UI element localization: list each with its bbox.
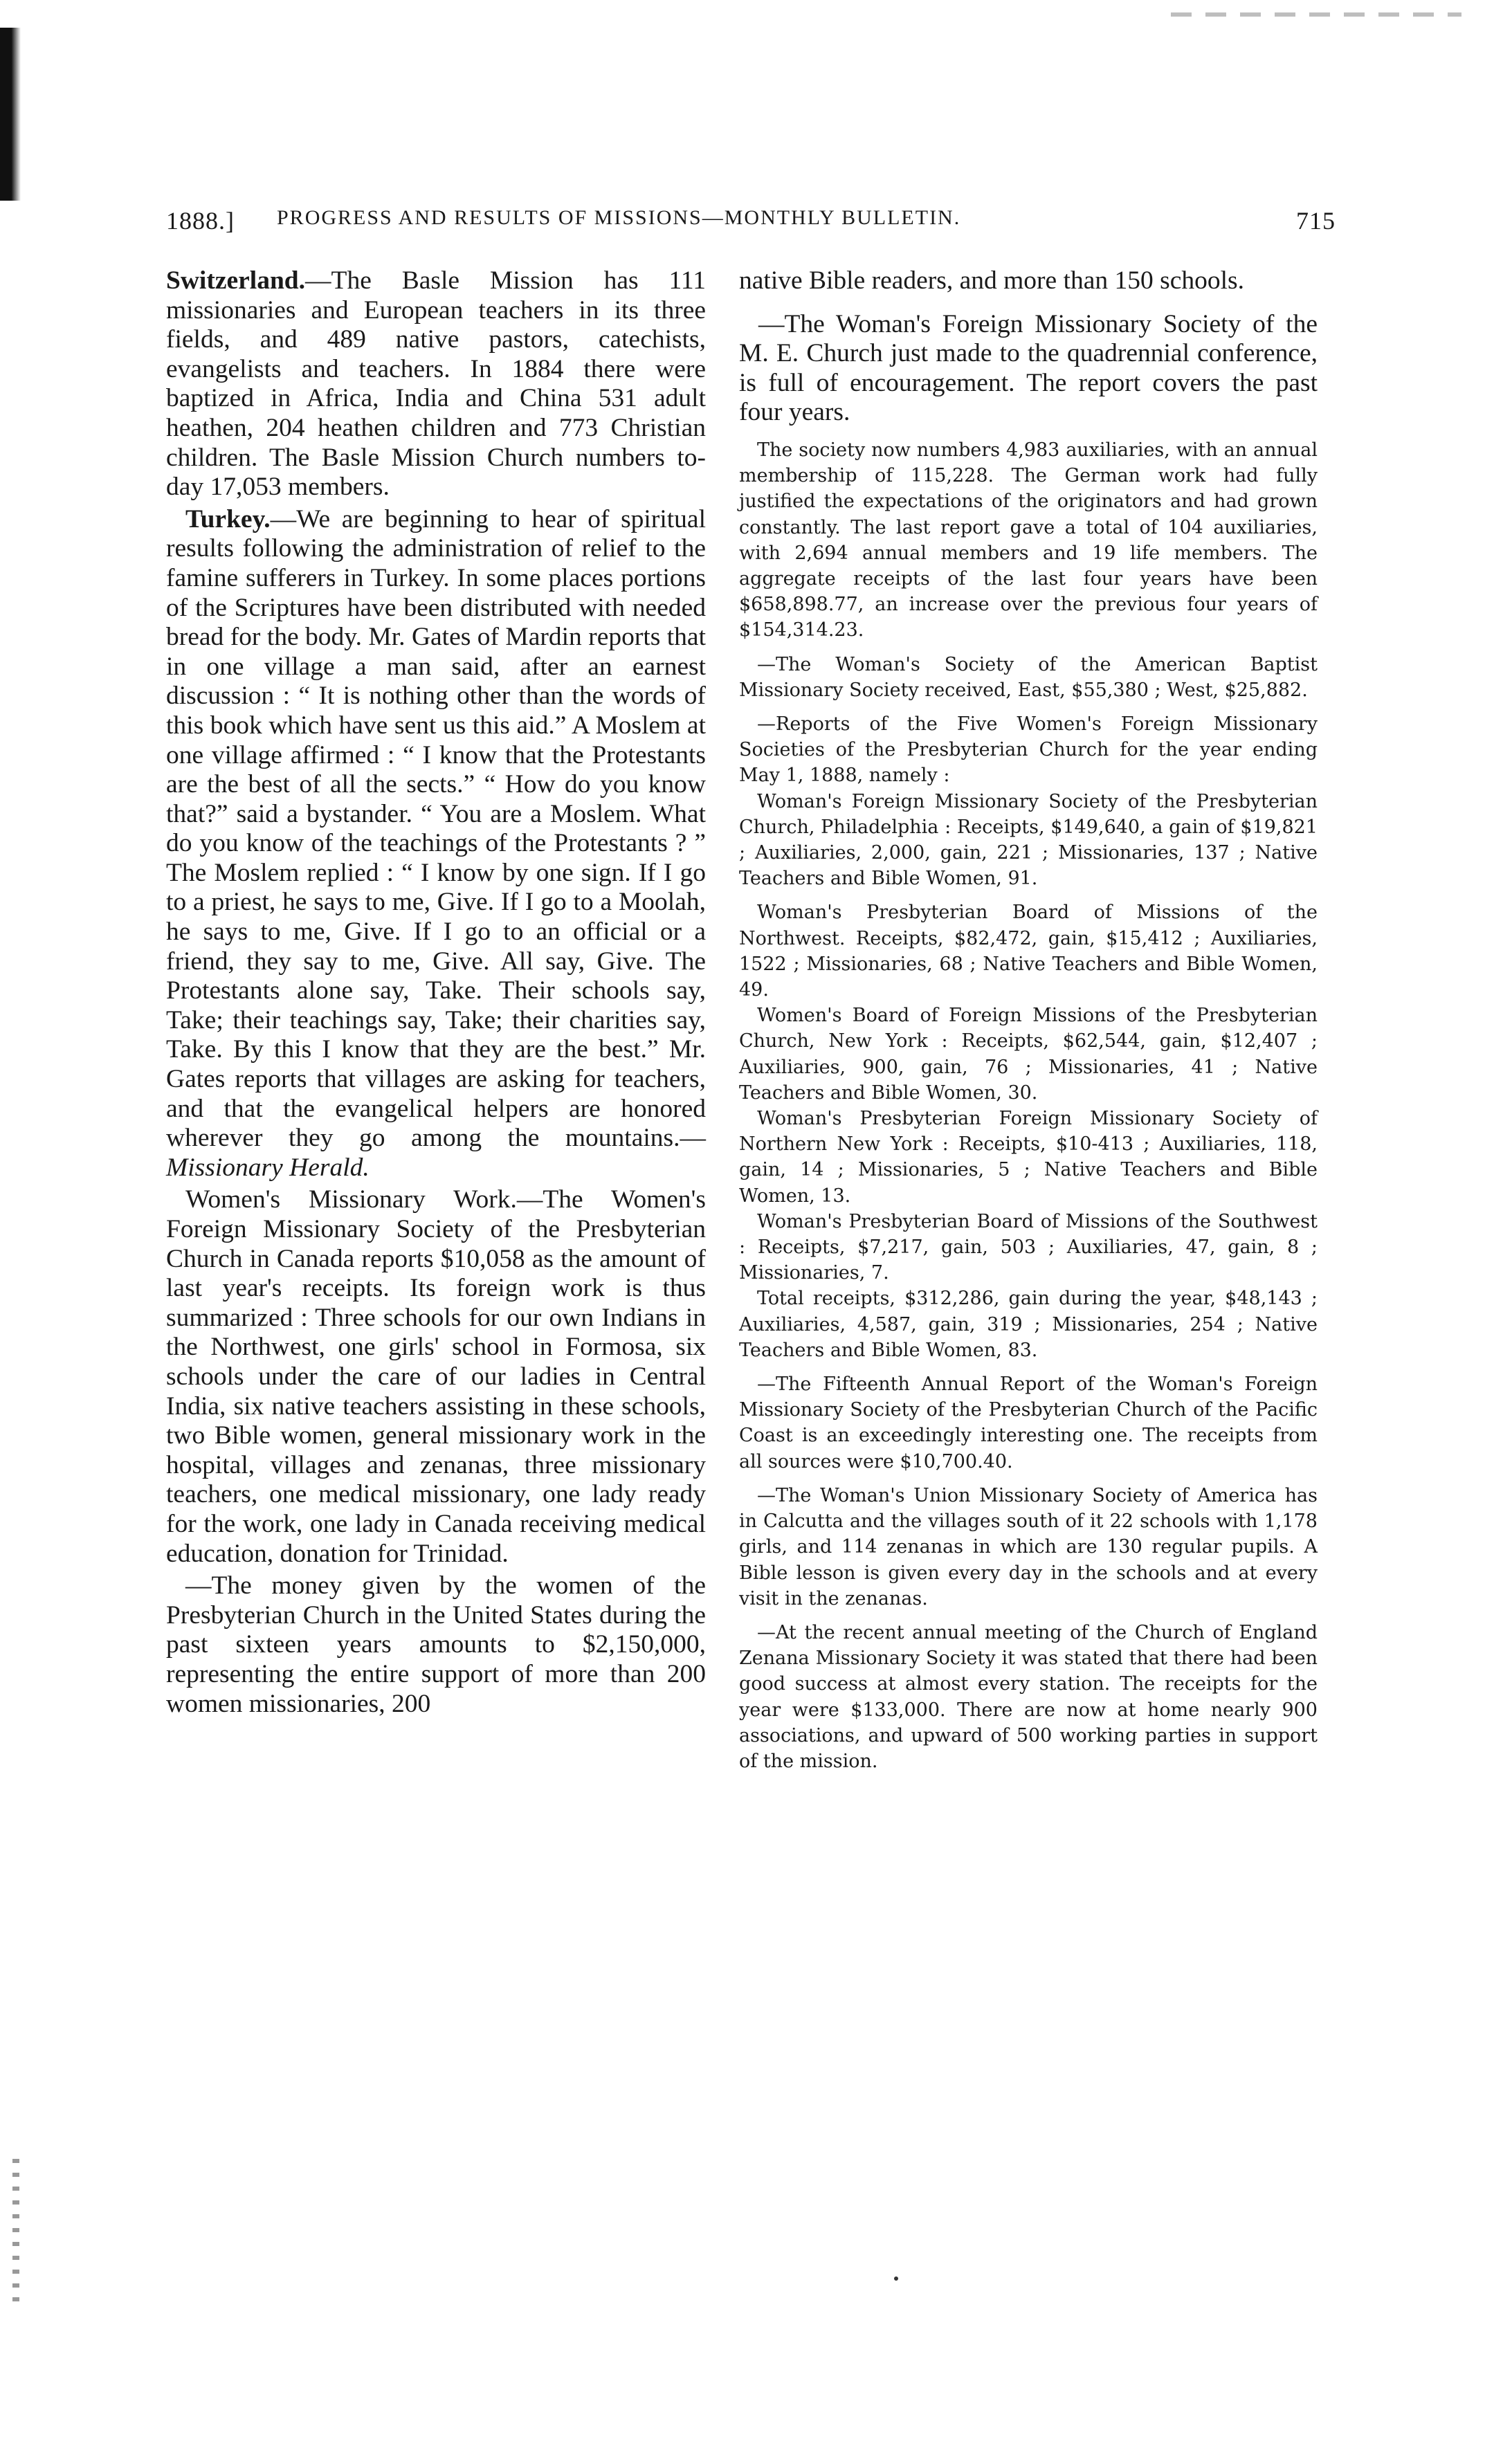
paragraph-northwest: Woman's Presbyterian Board of Missions of the Northwest. Receipts, $82,472, gain, $15,412 ; Auxiliaries, 1522 ; Missionaries, 68 ; Native Teachers and Bible Women, 49.	[739, 902, 1318, 1001]
paragraph-southwest: Woman's Presbyterian Board of Missions of the Southwest : Receipts, $7,217, gain, 503 ; Auxiliaries, 47, gain, 8 ; Missionaries, 7.	[739, 1210, 1318, 1284]
text-switzerland: —The Basle Mission has 111 missionaries and European teachers in its three fields, and 489 native pastors, catechists, evangelists and teachers. In 1884 there were baptized in Africa, India and China 531 adult heathen, 204 heathen children and 773 Christian children. The Basle Mission Church numbers to-day 17,053 members.	[166, 266, 706, 502]
running-header	[166, 206, 1336, 248]
header-title: PROGRESS AND RESULTS OF MISSIONS—MONTHLY BULLETIN.	[277, 206, 961, 229]
paragraph-switzerland	[166, 266, 706, 502]
scan-artifact-top	[1171, 12, 1461, 17]
source-missionary-herald: Missionary Herald.	[166, 1153, 370, 1182]
paragraph-pacific-coast: —The Fifteenth Annual Report of the Woman's Foreign Missionary Society of the Presbyterian Church of the Pacific Coast is an exceedingly interesting one. The receipts from all sources were $10,700.40.	[739, 1374, 1318, 1472]
binding-shadow	[0, 28, 21, 201]
paragraph-totals: Total receipts, $312,286, gain during the year, $48,143 ; Auxiliaries, 4,587, gain, 319 ; Missionaries, 254 ; Native Teachers and Bible Women, 83.	[739, 1288, 1318, 1361]
paragraph-me-details: The society now numbers 4,983 auxiliaries, with an annual membership of 115,228. The German work had fully justified the expectations of the originators and had grown constantly. The last report gave a total of 104 auxiliaries, with 2,694 annual members and 19 life members. The aggregate receipts of the last four years have been $658,898.77, an increase over the previous four years of $154,314.23.	[739, 439, 1318, 641]
right-column	[739, 266, 1318, 1774]
right-small-text	[739, 437, 1318, 1774]
heading-womens-work: Women's Missionary Work.	[185, 1185, 517, 1214]
paragraph-turkey	[166, 505, 706, 1183]
paragraph-money-given	[166, 1571, 706, 1719]
paragraph-continuation: native Bible readers, and more than 150 schools.	[739, 266, 1245, 295]
paragraph-presbyterian-intro: —Reports of the Five Women's Foreign Missionary Societies of the Presbyterian Church for the year ending May 1, 1888, namely :	[739, 713, 1318, 787]
text-womens-work: —The Women's Foreign Missionary Society of the Presbyterian Church in Canada reports $10,058 as the amount of last year's receipts. Its foreign work is thus summarized : Three schools for our own Indians in the Northwest, one girls' school in Formosa, six schools under the care of our ladies in Central India, six native teachers assisting in these schools, two Bible women, general missionary work in the hospital, villages and zenanas, three missionary teachers, one medical missionary, one lady ready for the work, one lady in Canada receiving medical education, donation for Trinidad.	[166, 1185, 706, 1568]
paragraph-zenana-society: —At the recent annual meeting of the Church of England Zenana Missionary Society it was stated that there had been good success at almost every station. The receipts for the year were $133,000. There are now at home nearly 900 associations, and upward of 500 working parties in support of the mission.	[739, 1621, 1318, 1772]
stray-mark	[894, 2276, 898, 2281]
binding-artifact-bottom	[12, 2159, 19, 2311]
left-column	[166, 266, 706, 1719]
paragraph-baptist: —The Woman's Society of the American Baptist Missionary Society received, East, $55,380 ; West, $25,882.	[739, 653, 1318, 701]
paragraph-union-society: —The Woman's Union Missionary Society of America has in Calcutta and the villages south of it 22 schools with 1,178 girls, and 114 zenanas in which are 130 regular pupils. A Bible lesson is given every day in the schools and at every visit in the zenanas.	[739, 1484, 1318, 1609]
paragraph-new-york: Women's Board of Foreign Missions of the Presbyterian Church, New York : Receipts, $62,544, gain, $12,407 ; Auxiliaries, 900, gain, 76 ; Missionaries, 41 ; Native Teachers and Bible Women, 30.	[739, 1005, 1318, 1104]
paragraph-womens-work	[166, 1185, 706, 1569]
heading-switzerland: Switzerland.	[166, 266, 306, 295]
header-year: 1888.]	[166, 207, 235, 235]
right-large-text	[739, 266, 1318, 428]
text-turkey: —We are beginning to hear of spiritual results following the administration of relief to the famine sufferers in Turkey. In some places portions of the Scriptures have been distributed with needed bread for the body. Mr. Gates of Mardin reports that in one village a man said, after an earnest discussion : “ It is nothing other than the words of this book which have sent us this aid.” A Moslem at one village affirmed : “ I know that the Protestants are the best of all the sects.” “ How do you know that?” said a bystander. “ You are a Moslem. What do you know of the teachings of the Protestants ? ” The Moslem replied : “ I know by one sign. If I go to a priest, he says to me, Give. If I go to a Moolah, he says to me, Give. If I go to an official or a friend, they say to me, Give. All say, Give. The Protestants alone say, Take. Their schools say, Take; their teachings say, Take; their charities say, Take. By this I know that they are the best.” Mr. Gates reports that villages are asking for teachers, and that the evangelical helpers are honored wherever they go among the mountains.—	[166, 504, 706, 1153]
paragraph-me-church: —The Woman's Foreign Missionary Society of the M. E. Church just made to the quadrennial conference, is full of encouragement. The report covers the past four years.	[739, 309, 1318, 427]
heading-turkey: Turkey.	[185, 504, 271, 533]
page-number: 715	[1296, 207, 1336, 235]
text-money-given: —The money given by the women of the Presbyterian Church in the United States during the past sixteen years amounts to $2,150,000, representing the entire support of more than 200 women missionaries, 200	[166, 1571, 706, 1718]
paragraph-philadelphia: Woman's Foreign Missionary Society of the Presbyterian Church, Philadelphia : Receipts, $149,640, a gain of $19,821 ; Auxiliaries, 2,000, gain, 221 ; Missionaries, 137 ; Native Teachers and Bible Women, 91.	[739, 790, 1318, 890]
paragraph-northern-new-york: Woman's Presbyterian Foreign Missionary Society of Northern New York : Receipts, $10-413 ; Auxiliaries, 118, gain, 14 ; Missionaries, 5 ; Native Teachers and Bible Women, 13.	[739, 1108, 1318, 1207]
